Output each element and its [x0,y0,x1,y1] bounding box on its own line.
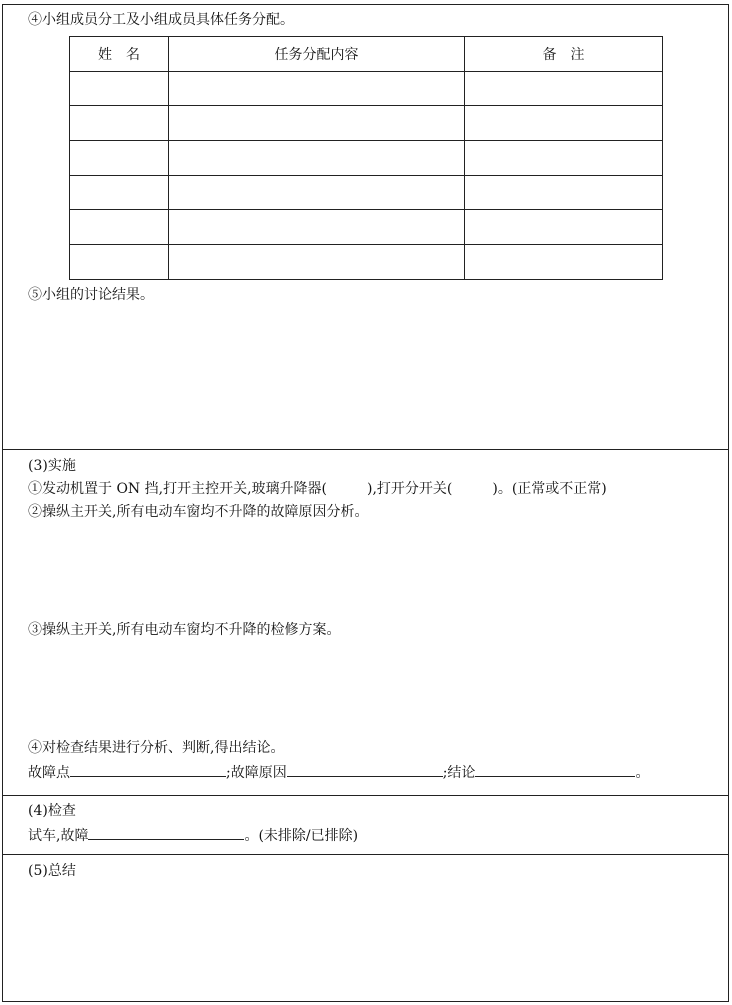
cell-remark[interactable] [465,71,663,106]
section-title-check: (4)检查 [28,803,76,819]
cell-task[interactable] [169,141,465,176]
test-drive-options: 。(未排除/已排除) [244,828,359,844]
cell-remark[interactable] [465,245,663,280]
line-end: 。 [635,765,650,781]
cell-task[interactable] [169,106,465,141]
header-remarks: 备 注 [465,37,663,72]
test-drive-label: 试车,故障 [28,828,89,844]
item-repair-plan: ③操纵主开关,所有电动车窗均不升降的检修方案。 [28,622,341,638]
cell-remark[interactable] [465,175,663,210]
item-switch-check-text-a: ①发动机置于 ON 挡,打开主控开关,玻璃升降器( [28,481,327,497]
test-drive-line [28,827,358,844]
divider-summary [2,854,729,855]
cell-name[interactable] [70,71,169,106]
item-switch-check [28,481,607,497]
cell-task[interactable] [169,210,465,245]
fault-status-blank[interactable] [88,827,244,840]
table-row [70,245,663,280]
cell-name[interactable] [70,210,169,245]
fault-summary-line [28,764,649,781]
conclusion-label: ;结论 [442,765,476,781]
fault-cause-label: ;故障原因 [226,765,287,781]
cell-task[interactable] [169,245,465,280]
section-title-implement: (3)实施 [28,458,76,474]
task-assignment-table [69,36,663,280]
cell-name[interactable] [70,106,169,141]
table-row [70,106,663,141]
item-conclusion: ④对检查结果进行分析、判断,得出结论。 [28,740,285,756]
table-row [70,210,663,245]
table-row [70,175,663,210]
header-name: 姓 名 [70,37,169,72]
divider-implement [2,449,729,450]
table-row [70,71,663,106]
fault-point-blank[interactable] [70,764,226,777]
cell-name[interactable] [70,245,169,280]
item-task-assignment: ④小组成员分工及小组成员具体任务分配。 [28,12,294,28]
cell-name[interactable] [70,175,169,210]
section-title-summary: (5)总结 [28,863,76,879]
item-switch-check-text-c: )。(正常或不正常) [492,481,607,497]
cell-name[interactable] [70,141,169,176]
item-discussion-result: ⑤小组的讨论结果。 [28,287,154,303]
cell-task[interactable] [169,175,465,210]
cell-remark[interactable] [465,106,663,141]
header-task-content: 任务分配内容 [169,37,465,72]
fault-cause-blank[interactable] [287,764,443,777]
item-switch-check-text-b: ),打开分开关( [367,481,453,497]
conclusion-blank[interactable] [475,764,635,777]
table-row [70,141,663,176]
cell-task[interactable] [169,71,465,106]
cell-remark[interactable] [465,141,663,176]
fault-point-label: 故障点 [28,765,70,781]
divider-check [2,795,729,796]
cell-remark[interactable] [465,210,663,245]
item-fault-analysis: ②操纵主开关,所有电动车窗均不升降的故障原因分析。 [28,504,369,520]
table-header-row [70,37,663,72]
